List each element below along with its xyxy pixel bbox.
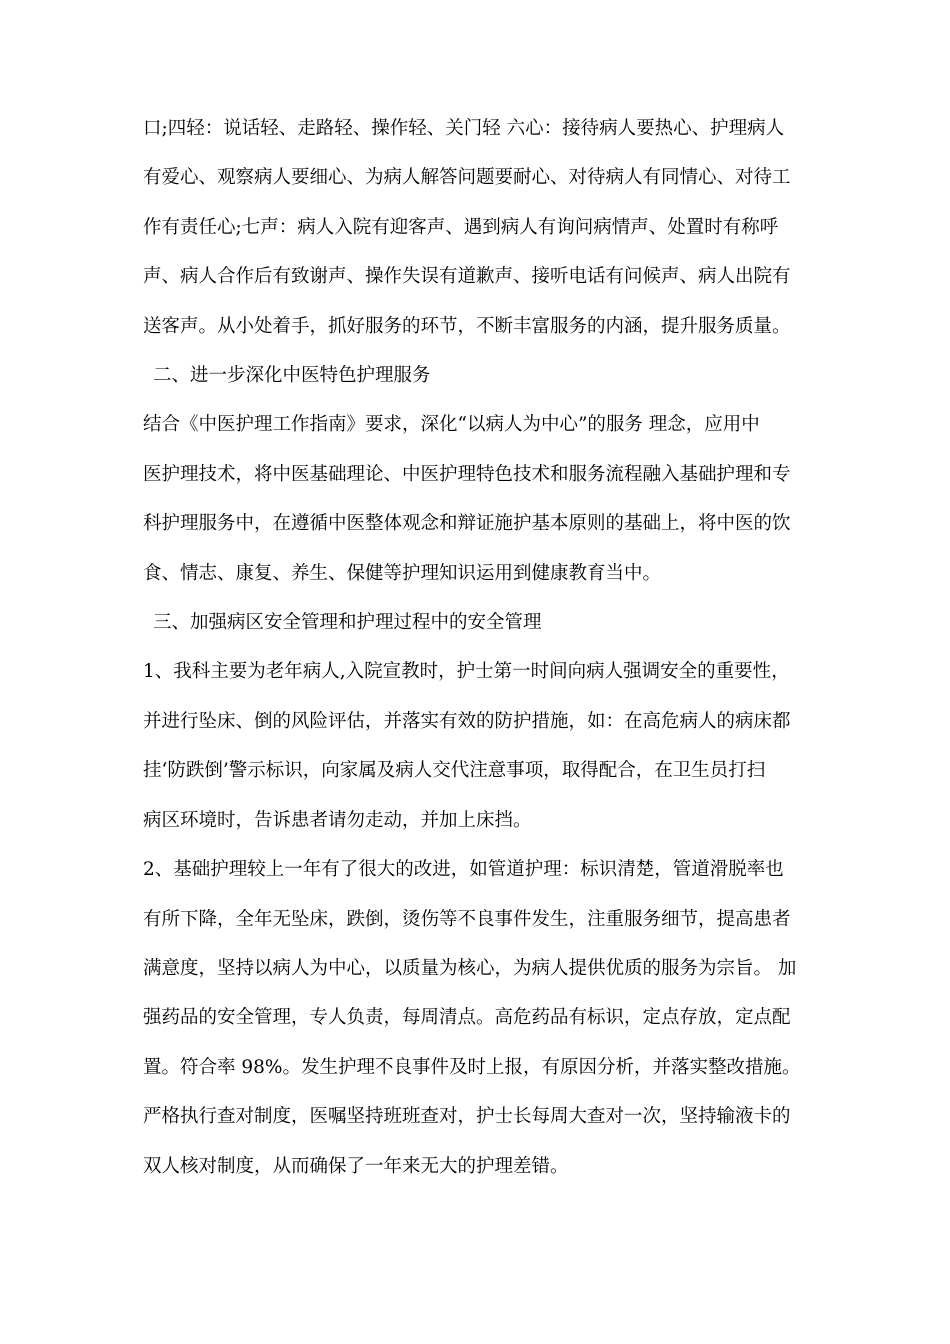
text-line: 2、基础护理较上一年有了很大的改进，如管道护理：标识清楚，管道滑脱率也	[143, 859, 784, 881]
text-line: 强药品的安全管理，专人负责，每周清点。高危药品有标识，定点存放，定点配	[143, 1007, 791, 1029]
text-line: 并进行坠床、倒的风险评估，并落实有效的防护措施，如：在高危病人的病床都	[143, 710, 791, 732]
text-line: 置。符合率 98%。发生护理不良事件及时上报，有原因分析，并落实整改措施。	[143, 1056, 801, 1078]
text-line: 声、病人合作后有致谢声、操作失误有道歉声、接听电话有问候声、病人出院有	[143, 266, 791, 288]
paragraph-safety-item-2	[143, 845, 815, 1191]
text-line: 挂‘防跌倒’警示标识，向家属及病人交代注意事项，取得配合，在卫生员打扫	[143, 760, 766, 782]
text-line: 有爱心、观察病人要细心、为病人解答问题要耐心、对待病人有同情心、对待工	[143, 167, 791, 189]
text-line: 1、我科主要为老年病人,入院宣教时，护士第一时间向病人强调安全的重要性，	[143, 661, 790, 683]
text-line: 送客声。从小处着手，抓好服务的环节，不断丰富服务的内涵，提升服务质量。	[143, 315, 791, 337]
text-line: 结合《中医护理工作指南》要求，深化“以病人为中心”的服务 理念，应用中	[143, 414, 760, 436]
paragraph-tcm-nursing	[143, 400, 815, 598]
paragraph-service-standards	[143, 104, 815, 351]
paragraph-safety-item-1	[143, 647, 815, 845]
text-line: 医护理技术，将中医基础理论、中医护理特色技术和服务流程融入基础护理和专	[143, 463, 791, 485]
document-body	[143, 104, 815, 1191]
section-heading-3	[143, 598, 815, 647]
text-line: 口;四轻：说话轻、走路轻、操作轻、关门轻 六心：接待病人要热心、护理病人	[143, 118, 785, 139]
heading-text: 二、进一步深化中医特色护理服务	[153, 365, 431, 387]
text-line: 作有责任心;七声：病人入院有迎客声、遇到病人有询问病情声、处置时有称呼	[143, 216, 779, 238]
text-line: 有所下降，全年无坠床，跌倒，烫伤等不良事件发生，注重服务细节，提高患者	[143, 908, 791, 930]
text-line: 病区环境时，告诉患者请勿走动，并加上床挡。	[143, 809, 532, 831]
heading-text: 三、加强病区安全管理和护理过程中的安全管理	[153, 612, 542, 634]
text-line: 科护理服务中，在遵循中医整体观念和辩证施护基本原则的基础上，将中医的饮	[143, 513, 791, 535]
text-line: 食、情志、康复、养生、保健等护理知识运用到健康教育当中。	[143, 562, 662, 584]
section-heading-2	[143, 351, 815, 400]
text-line: 双人核对制度，从而确保了一年来无大的护理差错。	[143, 1155, 569, 1177]
text-line: 满意度，坚持以病人为中心，以质量为核心，为病人提供优质的服务为宗旨。 加	[143, 957, 797, 979]
text-line: 严格执行查对制度，医嘱坚持班班查对，护士长每周大查对一次，坚持输液卡的	[143, 1106, 791, 1128]
